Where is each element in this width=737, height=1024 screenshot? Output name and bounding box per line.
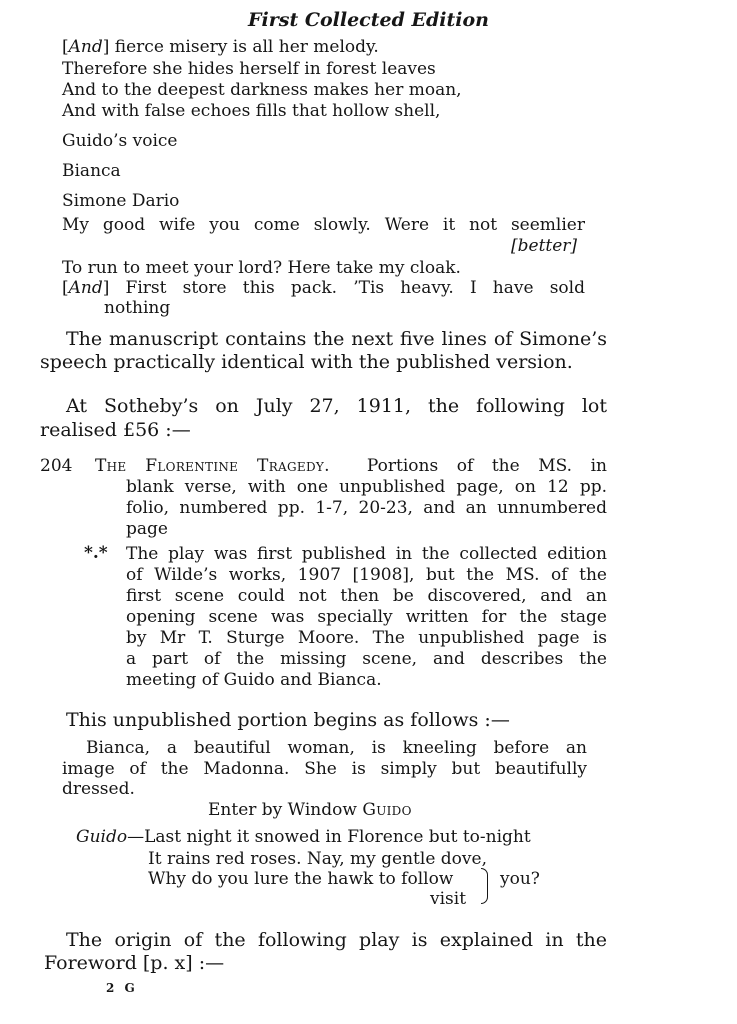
signature-mark: 2 G xyxy=(106,981,138,995)
simone-line-2: To run to meet your lord? Here take my cloak. xyxy=(62,258,461,278)
lot-line-3: folio, numbered pp. 1-7, 20-23, and an unnumbered xyxy=(126,498,607,518)
bianca-label: Bianca xyxy=(62,161,121,181)
note-1-line-1: The manuscript contains the next five lines of Simone’s xyxy=(66,328,607,350)
lot-number: 204 xyxy=(40,456,73,476)
closing-line-1: The origin of the following play is explained in the xyxy=(66,929,607,951)
lot-note-line-5: by Mr T. Sturge Moore. The unpublished page is xyxy=(126,628,607,648)
poem-line-1: [And] fierce misery is all her melody. xyxy=(62,37,379,57)
portion-intro: This unpublished portion begins as follows :— xyxy=(66,709,510,731)
simone-line-1: My good wife you come slowly. Were it not seemlier xyxy=(62,215,585,235)
simone-alt-reading: [better] xyxy=(511,236,578,256)
guido-line-3-end: you? xyxy=(500,869,540,889)
lot-note-line-3: first scene could not then be discovered, and an xyxy=(126,586,607,606)
stage-line-2: image of the Madonna. She is simply but beautifully xyxy=(62,759,587,779)
guido-line-1: Guido—Last night it snowed in Florence but to-night xyxy=(76,827,531,847)
poem-line-4: And with false echoes fills that hollow shell, xyxy=(62,101,441,121)
lot-note-line-2: of Wilde’s works, 1907 [1908], but the MS. of the xyxy=(126,565,607,585)
stage-line-3: dressed. xyxy=(62,779,135,799)
running-header: First Collected Edition xyxy=(248,9,489,31)
guido-alt-reading: visit xyxy=(430,889,467,909)
guidos-voice-label: Guido’s voice xyxy=(62,131,178,151)
lot-line-2: blank verse, with one unpublished page, on 12 pp. xyxy=(126,477,607,497)
asterism: *.* xyxy=(84,543,108,563)
stage-direction-enter: Enter by Window Guido xyxy=(208,800,412,820)
lot-line-4: page xyxy=(126,519,168,539)
lot-note-line-1: The play was first published in the collected edition xyxy=(126,544,607,564)
note-2-line-1: At Sotheby’s on July 27, 1911, the following lot xyxy=(66,395,607,417)
simone-line-3: [And] First store this pack. ’Tis heavy. I have sold xyxy=(62,278,585,298)
guido-line-3: Why do you lure the hawk to follow xyxy=(148,869,454,889)
guido-line-2: It rains red roses. Nay, my gentle dove, xyxy=(148,849,487,869)
lot-note-line-6: a part of the missing scene, and describes the xyxy=(126,649,607,669)
simone-speaker: Simone Dario xyxy=(62,191,180,211)
note-2-line-2: realised £56 :— xyxy=(40,419,191,441)
lot-note-line-4: opening scene was specially written for the stage xyxy=(126,607,607,627)
closing-line-2: Foreword [p. x] :— xyxy=(44,952,225,974)
note-1-line-2: speech practically identical with the published version. xyxy=(40,351,573,373)
stage-line-1: Bianca, a beautiful woman, is kneeling before an xyxy=(86,738,587,758)
brace-mark xyxy=(481,868,488,904)
poem-line-3: And to the deepest darkness makes her moan, xyxy=(62,80,462,100)
poem-line-2: Therefore she hides herself in forest leaves xyxy=(62,59,436,79)
simone-line-4: nothing xyxy=(104,298,171,318)
lot-line-1: The Florentine Tragedy. Portions of the MS. in xyxy=(95,456,607,476)
lot-note-line-7: meeting of Guido and Bianca. xyxy=(126,670,382,690)
